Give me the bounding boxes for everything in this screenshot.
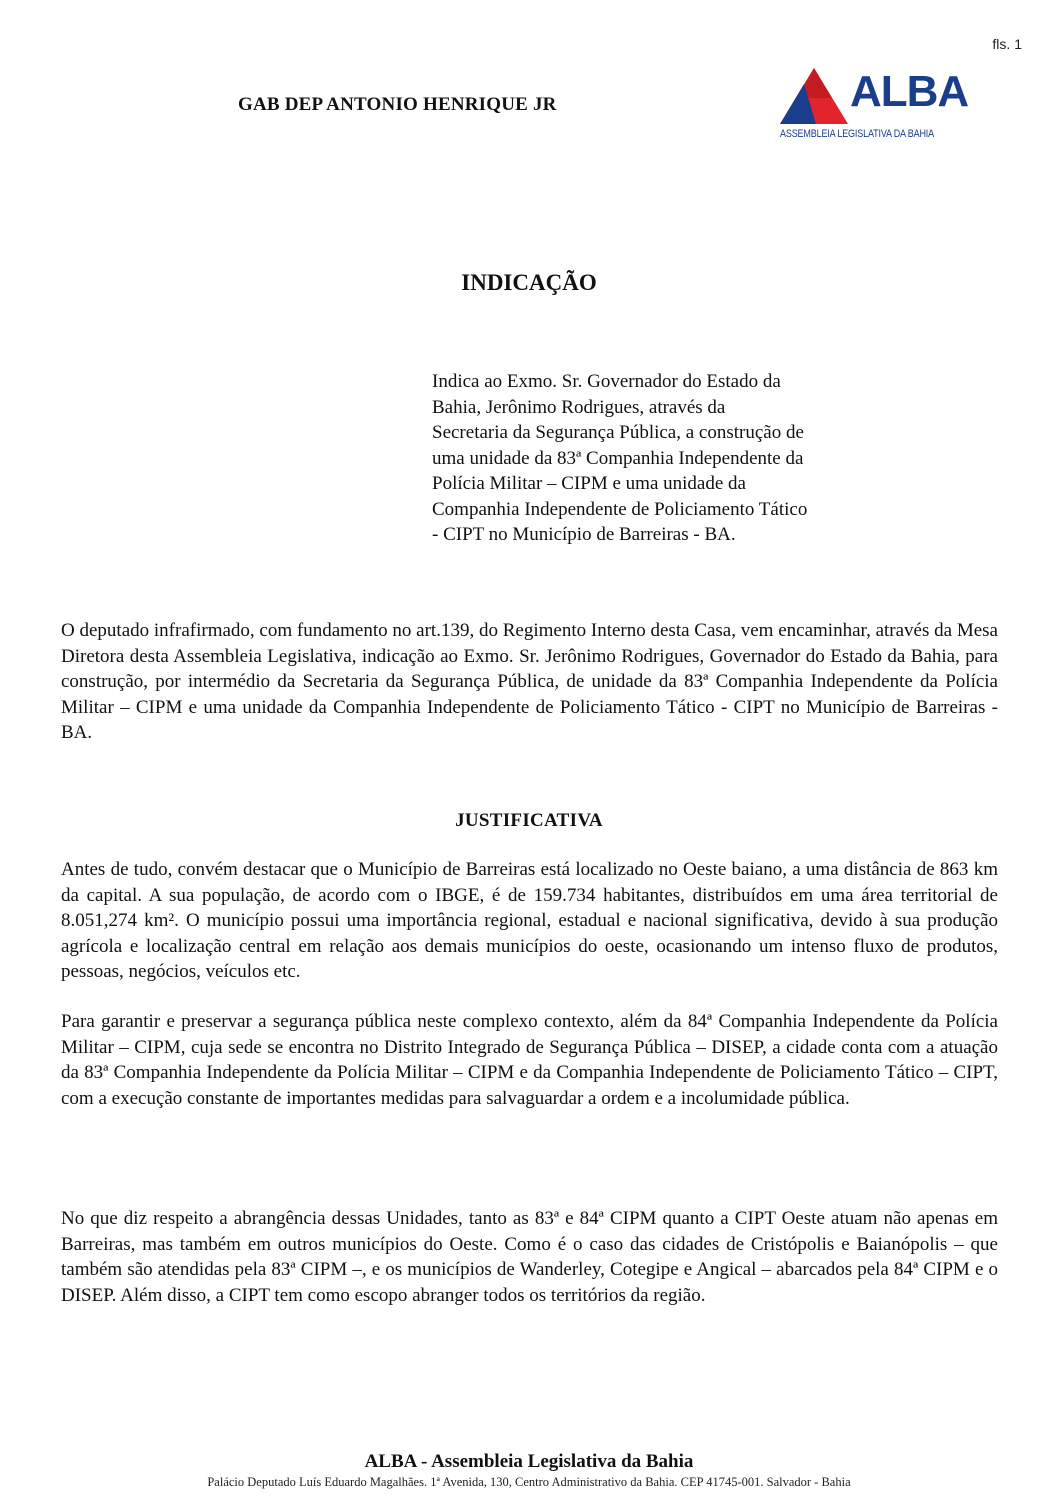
summary-line: Bahia, Jerônimo Rodrigues, através da [432, 396, 726, 418]
summary-line: Indica ao Exmo. Sr. Governador do Estado da [432, 371, 781, 392]
page-number: fls. 1 [992, 36, 1022, 52]
document-title: INDICAÇÃO [461, 270, 597, 295]
justification-heading: JUSTIFICATIVA [455, 810, 603, 831]
office-header: GAB DEP ANTONIO HENRIQUE JR [238, 94, 557, 115]
logo-wordmark: ALBA [850, 67, 969, 116]
justification-paragraph: Antes de tudo, convém destacar que o Município de Barreiras está localizado no Oeste baiano, a uma distância de 863 km da capital. A sua população, de acordo com o IBGE, é de 159.734 habitantes, distribuídos em uma área territorial de 8.051,274 km². O município possui uma importância regional, estadual e nacional significativa, devido à sua produção agrícola e localização central em relação aos demais municípios do oeste, ocasionando um intenso fluxo de produtos, pessoas, negócios, veículos etc. [61, 859, 998, 982]
footer-address: Palácio Deputado Luís Eduardo Magalhães. 1ª Avenida, 130, Centro Administrativo da Bahia. CEP 41745-001. Salvador - Bahia [207, 1475, 851, 1489]
alba-logo-mark-icon [778, 66, 850, 126]
summary-line: uma unidade da 83ª Companhia Independente da [432, 447, 804, 469]
summary-line: Secretaria da Segurança Pública, a construção de [432, 422, 804, 443]
intro-paragraph: O deputado infrafirmado, com fundamento no art.139, do Regimento Interno desta Casa, vem encaminhar, através da Mesa Diretora desta Assembleia Legislativa, indicação ao Exmo. Sr. Jerônimo Rodrigues, Governador do Estado da Bahia, para construção, por intermédio da Secretaria da Segurança Pública, de unidade da 83ª Companhia Independente da Polícia Militar – CIPM e uma unidade da Companhia Independente de Policiamento Tático - CIPT no Município de Barreiras - BA. [61, 620, 998, 743]
summary-line: Polícia Militar – CIPM e uma unidade da [432, 473, 746, 494]
footer-title: ALBA - Assembleia Legislativa da Bahia [364, 1451, 694, 1472]
justification-paragraph: Para garantir e preservar a segurança pública neste complexo contexto, além da 84ª Companhia Independente da Polícia Militar – CIPM, cuja sede se encontra no Distrito Integrado de Segurança Pública – DISEP, a cidade conta com a atuação da 83ª Companhia Independente da Polícia Militar – CIPM e da Companhia Independente de Policiamento Tático – CIPT, com a execução constante de importantes medidas para salvaguardar a ordem e a incolumidade pública. [61, 1011, 998, 1109]
logo-subtitle: ASSEMBLEIA LEGISLATIVA DA BAHIA [780, 128, 935, 140]
alba-logo [778, 66, 969, 148]
summary-line: Companhia Independente de Policiamento Tático [432, 498, 808, 520]
summary-line: - CIPT no Município de Barreiras - BA. [432, 524, 736, 545]
indication-summary [432, 369, 862, 548]
justification-paragraph: No que diz respeito a abrangência dessas Unidades, tanto as 83ª e 84ª CIPM quanto a CIPT Oeste atuam não apenas em Barreiras, mas também em outros municípios do Oeste. Como é o caso das cidades de Cristópolis e Baianópolis – que também são atendidas pela 83ª CIPM –, e os municípios de Wanderley, Cotegipe e Angical – abarcados pela 84ª CIPM e o DISEP. Além disso, a CIPT tem como escopo abranger todos os territórios da região. [61, 1208, 998, 1306]
